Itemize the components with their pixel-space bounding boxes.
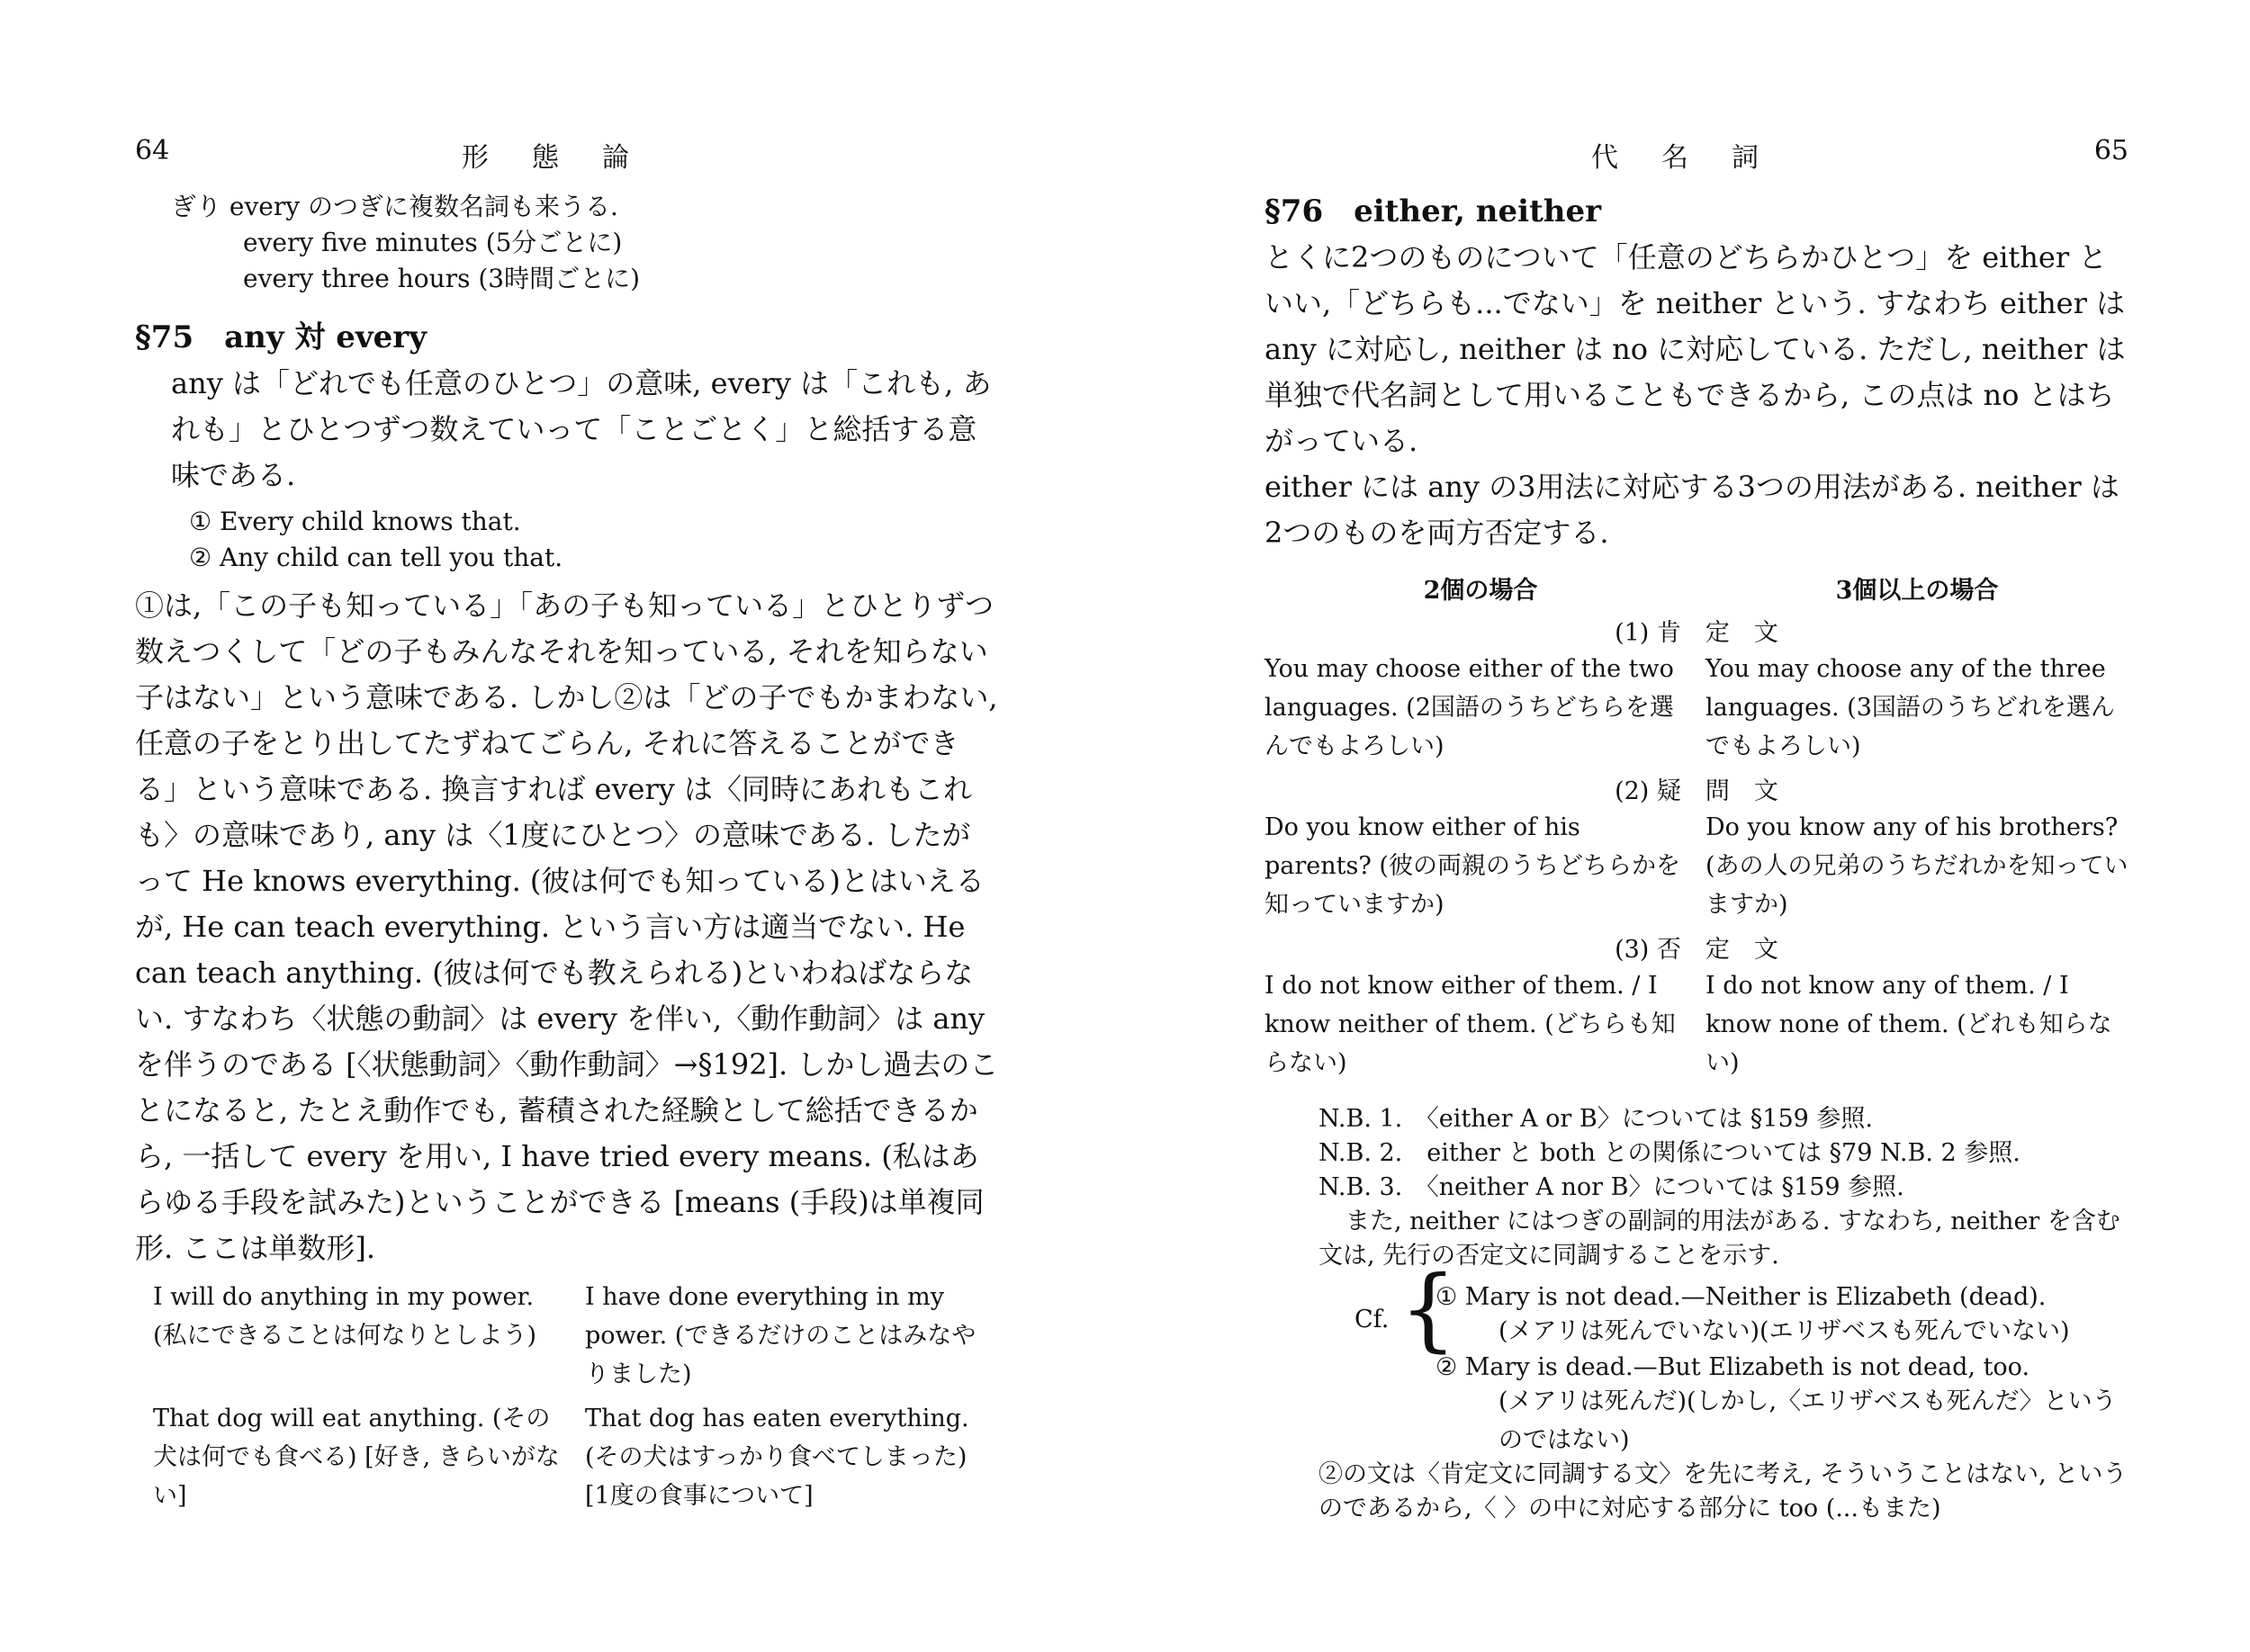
paragraph: とくに2つのものについて「任意のどちらかひとつ」を either といい,「どちらも...でない」を neither という. すなわち either は any に対応し, neither は no に対応している. ただし, neither は単独で代名詞として用いることもできるから, この点は no とはちがっている. <box>1264 240 2126 458</box>
section-75 <box>135 315 999 1271</box>
right-page <box>1264 0 2128 1652</box>
pair-right-2: That dog has eaten everything. (その犬はすっかり食べてしまった) [1度の食事について] <box>585 1405 969 1510</box>
note-3: N.B. 3. 〈neither A nor B〉については §159 参照. <box>1318 1173 1904 1201</box>
paragraph: any は「どれでも任意のひとつ」の意味, every は「これも, あれも」とひとつずつ数えていって「ことごとく」と総括する意味である. <box>171 366 992 492</box>
section-heading: §76 either, neither <box>1264 193 1602 229</box>
pair-right-1: I have done everything in my power. (できるだけのことはみなやりました) <box>585 1283 976 1388</box>
row-three-cell: I do not know any of them. / I know none of them. (どれも知らない) <box>1706 972 2112 1077</box>
example-1: ① Every child knows that. <box>189 507 521 536</box>
left-running-head <box>135 135 999 174</box>
cf-example-2: ② Mary is dead.—But Elizabeth is not dead, too. <box>1436 1353 2030 1381</box>
cf-translation-1: (メアリは死んでいない)(エリザベスも死んでいない) <box>1498 1317 2070 1345</box>
running-title: 代名詞 <box>1591 142 1802 174</box>
intro-block <box>135 189 999 297</box>
paragraph: either には any の3用法に対応する3つの用法がある. neither は2つのものを両方否定する. <box>1264 470 2120 550</box>
note-paragraph: また, neither にはつぎの副詞的用法がある. すなわち, neither を含む文は, 先行の否定文に同調することを示す. <box>1318 1208 2120 1270</box>
note-2: N.B. 2. either と both との関係については §79 N.B. 2 参照. <box>1318 1139 2020 1167</box>
section-76 <box>1264 189 2128 556</box>
example-2: ② Any child can tell you that. <box>189 543 563 572</box>
row-two-cell: Do you know either of his parents? (彼の両親のうちどちらかを知っていますか) <box>1264 813 1680 919</box>
row-label: (3) 否 定 文 <box>1615 936 1778 964</box>
row-three-cell: You may choose any of the three languages. (3国語のうちどれを選んでもよろしい) <box>1706 655 2115 760</box>
page-number: 64 <box>135 135 170 166</box>
row-two-cell: I do not know either of them. / I know neither of them. (どちらも知らない) <box>1264 972 1676 1077</box>
cf-example-1: ① Mary is not dead.—Neither is Elizabeth (dead). <box>1436 1283 2047 1311</box>
page-number: 65 <box>2093 135 2128 166</box>
pair-left-1: I will do anything in my power. (私にできることは何なりとしよう) <box>153 1283 537 1350</box>
row-three-cell: Do you know any of his brothers? (あの人の兄弟のうちだれかを知っていますか) <box>1706 813 2128 919</box>
brace-icon: { <box>1400 1256 1457 1361</box>
row-label: (1) 肯 定 文 <box>1615 619 1778 647</box>
section-heading: §75 any 対 every <box>135 319 427 355</box>
cf-translation-2: (メアリは死んだ)(しかし,〈エリザベスも死んだ〉というのではない) <box>1498 1387 2117 1454</box>
note-1: N.B. 1. 〈either A or B〉については §159 参照. <box>1318 1105 1873 1133</box>
pair-left-2: That dog will eat anything. (その犬は何でも食べる) [好き, きらいがない] <box>153 1405 560 1510</box>
left-page <box>135 0 999 1652</box>
notes-block <box>1318 1102 2128 1273</box>
column-heading-two: 2個の場合 <box>1423 577 1538 605</box>
row-two-cell: You may choose either of the two languages. (2国語のうちどちらを選んでもよろしい) <box>1264 655 1674 760</box>
closing-paragraph: ②の文は〈肯定文に同調する文〉を先に考え, そういうことはない, というのであるから,〈 〉の中に対応する部分に too (...もまた) <box>1318 1460 2128 1522</box>
running-title: 形態論 <box>462 142 672 174</box>
intro-line: ぎり every のつぎに複数名詞も来うる. <box>171 192 618 221</box>
cf-label: Cf. <box>1354 1306 1390 1333</box>
intro-example: every three hours (3時間ごとに) <box>243 264 641 293</box>
column-heading-three: 3個以上の場合 <box>1835 577 1999 605</box>
paragraph: ①は,「この子も知っている」「あの子も知っている」とひとりずつ数えつくして「どの子もみんなそれを知っている, それを知らない子はない」という意味である. しかし②は「どの子でもかまわない, 任意の子をとり出してたずねてごらん, それに答えることができる」という意味である. 換言すれば every は〈同時にあれもこれも〉の意味であり, any は〈1度にひとつ〉の意味である. したがって He knows everything. (彼は何でも知っている)とはいえるが, He can teach everything. という言い方は適当でない. He can teach anything. (彼は何でも教えられる)といわねばならない. すなわち〈状態の動詞〉は every を伴い,〈動作動詞〉は any を伴うのである [〈状態動詞〉〈動作動詞〉→§192]. しかし過去のことになると, たとえ動作でも, 蓄積された経験として総括できるから, 一括して every を用い, I have tried every means. (私はあらゆる手段を試みた)ということができる [means (手段)は単複同形. ここは単数形]. <box>135 588 999 1265</box>
intro-example: every five minutes (5分ごとに) <box>243 228 623 257</box>
right-running-head <box>1264 135 2128 174</box>
row-label: (2) 疑 問 文 <box>1615 777 1778 805</box>
